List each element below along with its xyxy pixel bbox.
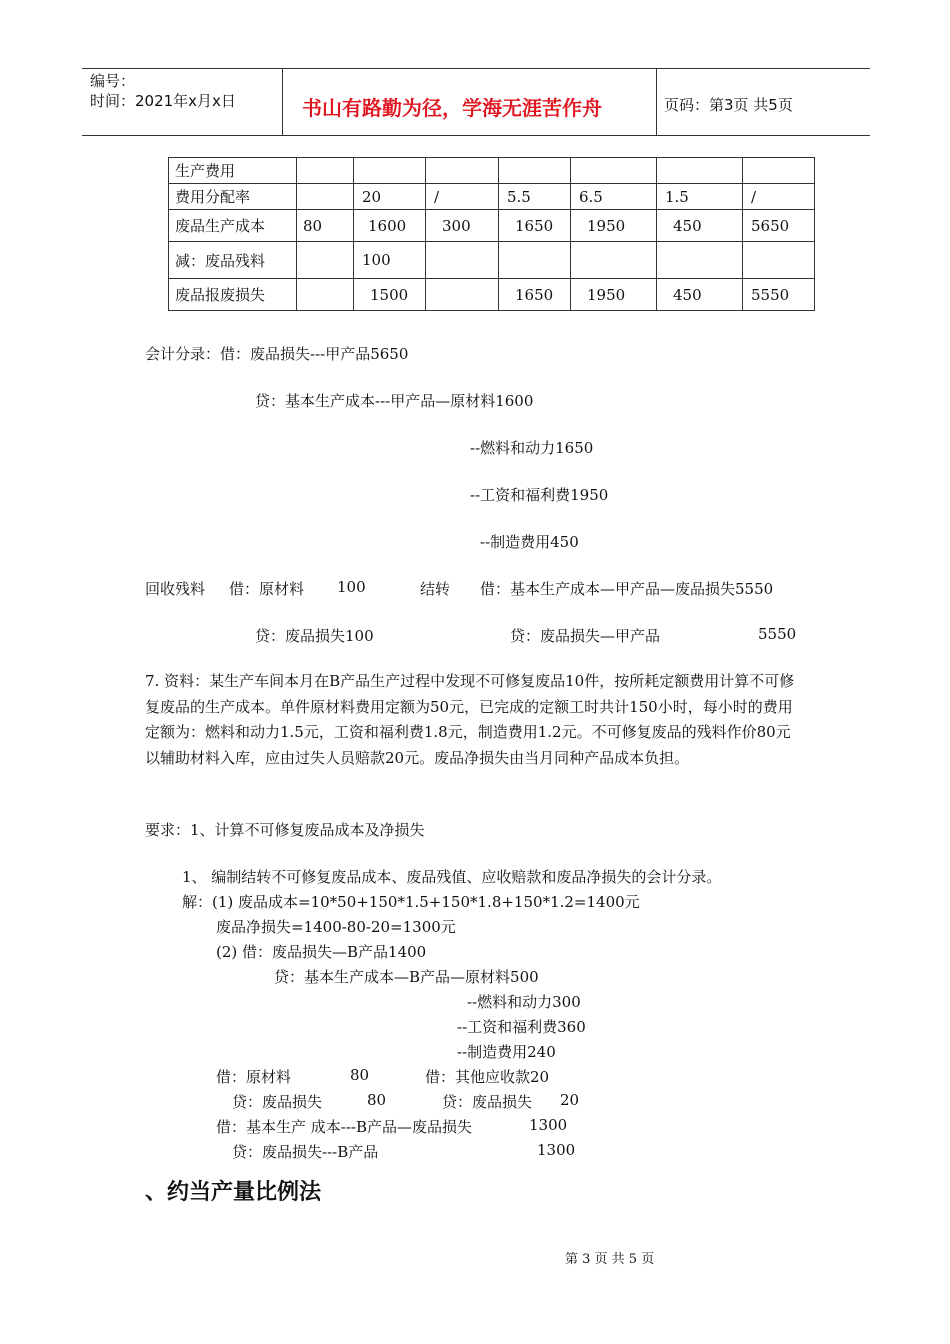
header-divider-left: [282, 68, 283, 135]
entry-line: 100: [337, 578, 366, 596]
table-cell: 20: [354, 184, 426, 210]
table-cell: 100: [354, 242, 426, 279]
entry-line: 借：原材料: [229, 580, 305, 598]
solution-line: 废品净损失=1400-80-20=1300元: [216, 918, 456, 936]
table-cell: [499, 242, 571, 279]
table-cell: [426, 158, 499, 184]
table-cell: 1950: [571, 279, 657, 311]
header-top-rule: [82, 68, 870, 69]
table-cell: 450: [657, 210, 743, 242]
solution-line: 贷：基本生产成本—B产品—原材料500: [274, 968, 539, 986]
table-cell: [426, 242, 499, 279]
entry-line: --制造费用450: [480, 533, 579, 551]
table-row: [169, 242, 815, 279]
table-cell: [571, 242, 657, 279]
table-row: [169, 210, 815, 242]
entry-line: --工资和福利费1950: [470, 486, 609, 504]
table-cell: 生产费用: [169, 158, 297, 184]
table-cell: [571, 158, 657, 184]
solution-line: 80: [367, 1091, 387, 1109]
solution-line: 贷：废品损失: [442, 1093, 533, 1111]
header-page-label: 页码：第3页 共5页: [664, 96, 793, 114]
table-cell: [297, 184, 354, 210]
entry-line: 贷：基本生产成本---甲产品—原材料1600: [255, 392, 534, 410]
table-cell: /: [743, 184, 815, 210]
table-cell: [297, 279, 354, 311]
header-number-label: 编号：: [90, 72, 136, 90]
table-row: [169, 158, 815, 184]
entry-line: --燃料和动力1650: [470, 439, 594, 457]
solution-line: --制造费用240: [457, 1043, 556, 1061]
solution-line: 贷：废品损失---B产品: [232, 1143, 379, 1161]
table-cell: 6.5: [571, 184, 657, 210]
solution-line: --燃料和动力300: [467, 993, 581, 1011]
table-cell: 300: [426, 210, 499, 242]
table-cell: 1500: [354, 279, 426, 311]
header-divider-right: [656, 68, 657, 135]
header-bottom-rule: [82, 135, 870, 136]
header-motto: 书山有路勤为径，学海无涯苦作舟: [302, 96, 602, 120]
entry-line: 5550: [758, 625, 797, 643]
table-cell: 减：废品残料: [169, 242, 297, 279]
scrap-cost-table: [168, 157, 815, 311]
table-cell: 5.5: [499, 184, 571, 210]
solution-line: 借：其他应收款20: [425, 1068, 550, 1086]
table-cell: 5650: [743, 210, 815, 242]
entry-line: 会计分录：借：废品损失---甲产品5650: [145, 345, 409, 363]
problem-7-text: 7. 资料：某生产车间本月在B产品生产过程中发现不可修复废品10件，按所耗定额费用计算不可修复废品的生产成本。单件原材料费用定额为50元，已完成的定额工时共计150小时，每小时的费用定额为：燃料和动力1.5元，工资和福利费1.8元，制造费用1.2元。不可修复废品的残料作价80元以辅助材料入库，应由过失人员赔款20元。废品净损失由当月同种产品成本负担。: [145, 672, 795, 767]
table-cell: 1950: [571, 210, 657, 242]
table-cell: [297, 158, 354, 184]
solution-line: 借：基本生产 成本---B产品—废品损失: [216, 1118, 472, 1136]
header-time-label: 时间：2021年x月x日: [90, 92, 236, 110]
entry-line: 贷：废品损失—甲产品: [510, 627, 661, 645]
table-cell: [657, 242, 743, 279]
entry-line: 借：基本生产成本—甲产品—废品损失5550: [480, 580, 774, 598]
table-cell: 废品生产成本: [169, 210, 297, 242]
solution-line: 1300: [537, 1141, 576, 1159]
solution-line: 80: [350, 1066, 370, 1084]
solution-line: 1300: [529, 1116, 568, 1134]
table-cell: [657, 158, 743, 184]
section-title: 、约当产量比例法: [145, 1180, 322, 1205]
table-cell: /: [426, 184, 499, 210]
requirement-2: 1、 编制结转不可修复废品成本、废品残值、应收赔款和废品净损失的会计分录。: [182, 868, 722, 886]
table-cell: 80: [297, 210, 354, 242]
table-cell: 1600: [354, 210, 426, 242]
table-cell: [426, 279, 499, 311]
table-cell: 1.5: [657, 184, 743, 210]
solution-line: 贷：废品损失: [232, 1093, 323, 1111]
solution-line: --工资和福利费360: [457, 1018, 586, 1036]
table-cell: 废品报废损失: [169, 279, 297, 311]
table-cell: 1650: [499, 279, 571, 311]
solution-line: 借：原材料: [216, 1068, 292, 1086]
table-cell: 450: [657, 279, 743, 311]
table-cell: [297, 242, 354, 279]
table-cell: 5550: [743, 279, 815, 311]
table-row: [169, 184, 815, 210]
table-cell: [743, 158, 815, 184]
table-cell: 1650: [499, 210, 571, 242]
table-cell: [499, 158, 571, 184]
page-footer: 第 3 页 共 5 页: [565, 1252, 655, 1267]
table-row: [169, 279, 815, 311]
entry-line: 结转: [420, 580, 451, 598]
table-cell: 费用分配率: [169, 184, 297, 210]
entry-line: 贷：废品损失100: [255, 627, 374, 645]
solution-line: (2) 借：废品损失—B产品1400: [216, 943, 427, 961]
table-cell: [743, 242, 815, 279]
solution-line: 解：(1) 废品成本=10*50+150*1.5+150*1.8+150*1.2=1400元: [182, 893, 640, 911]
solution-line: 20: [560, 1091, 580, 1109]
requirement-1: 要求：1、计算不可修复废品成本及净损失: [145, 821, 425, 839]
entry-line: 回收残料: [145, 580, 206, 598]
table-cell: [354, 158, 426, 184]
